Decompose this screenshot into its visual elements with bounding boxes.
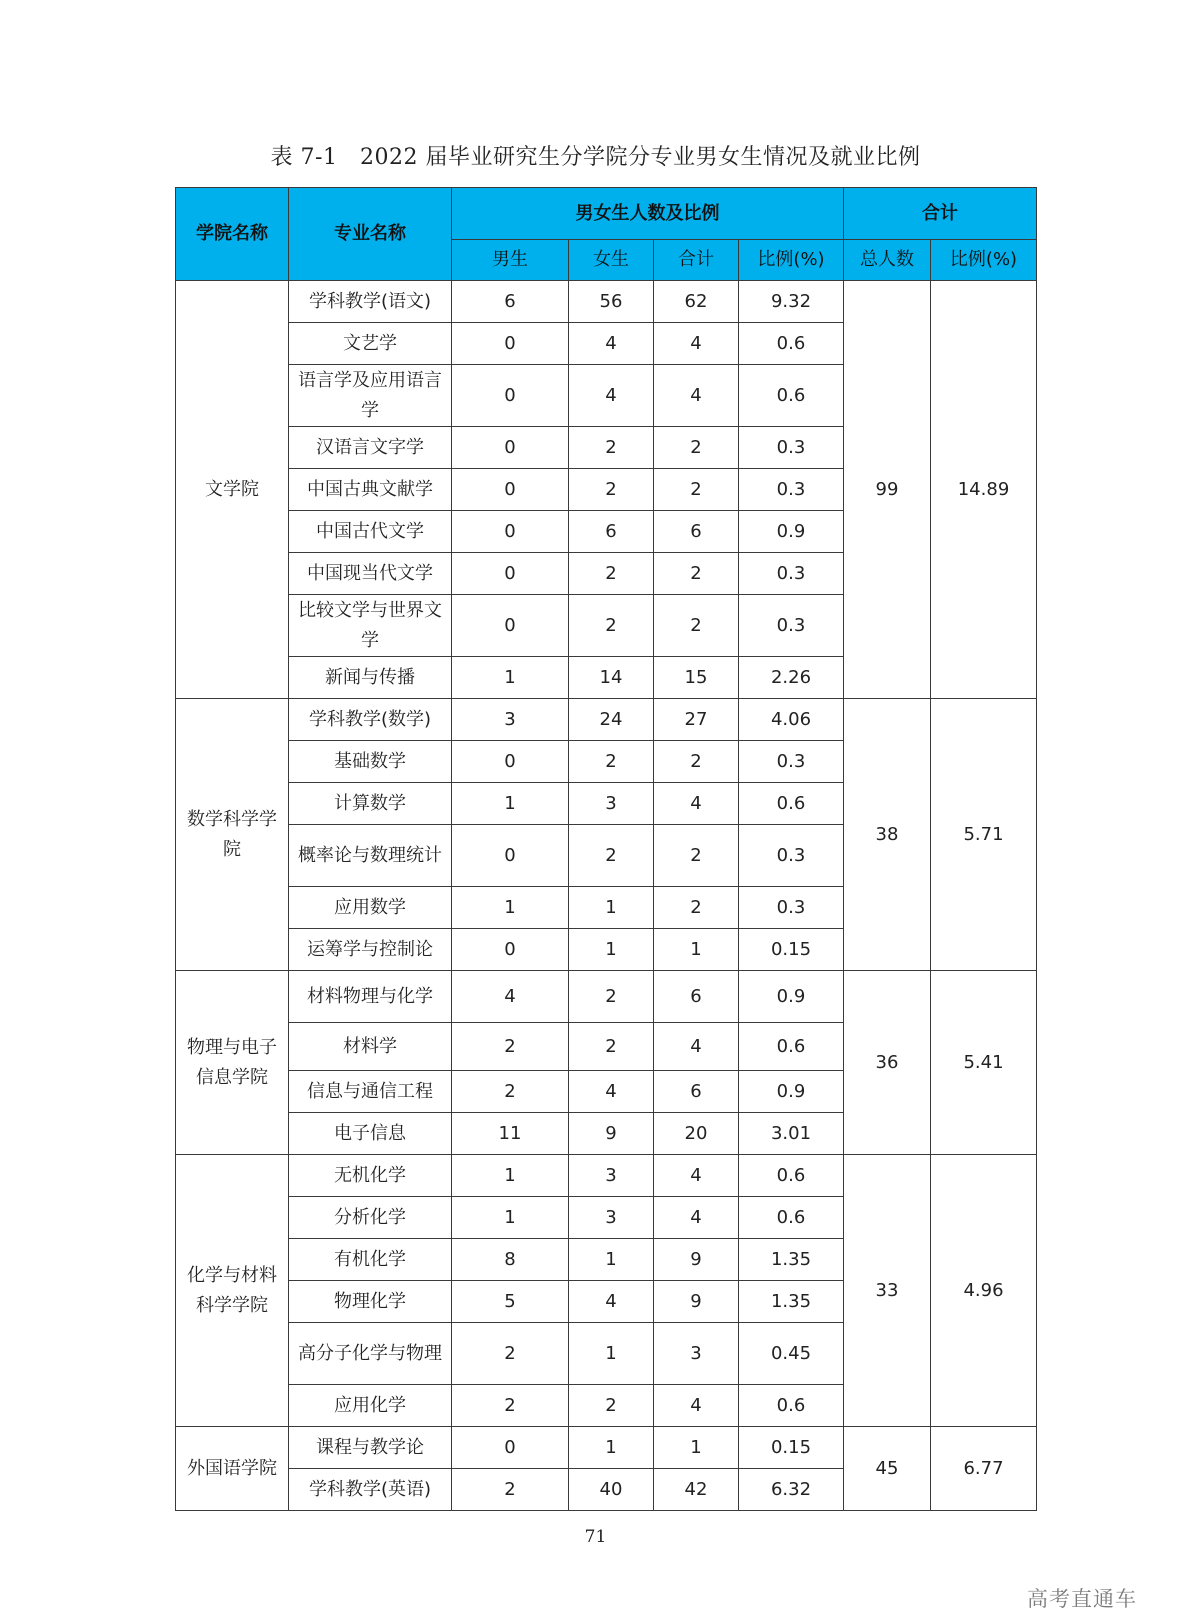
male-count: 0 <box>452 323 569 365</box>
male-count: 1 <box>452 887 569 929</box>
female-count: 14 <box>569 657 654 699</box>
female-count: 3 <box>569 1155 654 1197</box>
major-name: 新闻与传播 <box>289 657 452 699</box>
table-caption: 表 7-1 2022 届毕业研究生分学院分专业男女生情况及就业比例 <box>270 145 921 170</box>
subtotal-count: 2 <box>654 595 739 657</box>
subtotal-count: 4 <box>654 1023 739 1071</box>
subtotal-count: 4 <box>654 1155 739 1197</box>
table-row <box>176 281 1037 323</box>
subtotal-count: 2 <box>654 887 739 929</box>
female-count: 1 <box>569 1239 654 1281</box>
female-count: 3 <box>569 1197 654 1239</box>
ratio-value: 2.26 <box>739 657 844 699</box>
college-total: 38 <box>844 699 931 971</box>
major-name: 语言学及应用语言学 <box>289 365 452 427</box>
ratio-value: 0.15 <box>739 929 844 971</box>
header-major: 专业名称 <box>289 188 452 281</box>
college-name: 文学院 <box>176 281 289 699</box>
major-name: 文艺学 <box>289 323 452 365</box>
male-count: 2 <box>452 1071 569 1113</box>
male-count: 4 <box>452 971 569 1023</box>
ratio-value: 1.35 <box>739 1239 844 1281</box>
male-count: 0 <box>452 741 569 783</box>
table-row <box>176 1155 1037 1197</box>
major-name: 学科教学(英语) <box>289 1469 452 1511</box>
male-count: 1 <box>452 783 569 825</box>
table-row <box>176 1427 1037 1469</box>
subtotal-count: 15 <box>654 657 739 699</box>
header-total-ratio: 比例(%) <box>931 240 1037 281</box>
college-total: 99 <box>844 281 931 699</box>
male-count: 2 <box>452 1385 569 1427</box>
male-count: 0 <box>452 365 569 427</box>
subtotal-count: 2 <box>654 825 739 887</box>
male-count: 2 <box>452 1469 569 1511</box>
major-name: 比较文学与世界文学 <box>289 595 452 657</box>
header-female: 女生 <box>569 240 654 281</box>
subtotal-count: 4 <box>654 783 739 825</box>
subtotal-count: 4 <box>654 323 739 365</box>
female-count: 4 <box>569 1071 654 1113</box>
female-count: 2 <box>569 1385 654 1427</box>
college-name: 物理与电子信息学院 <box>176 971 289 1155</box>
female-count: 2 <box>569 427 654 469</box>
subtotal-count: 1 <box>654 1427 739 1469</box>
ratio-value: 0.9 <box>739 511 844 553</box>
major-name: 学科教学(语文) <box>289 281 452 323</box>
college-total: 33 <box>844 1155 931 1427</box>
male-count: 11 <box>452 1113 569 1155</box>
employment-table <box>175 187 1037 1511</box>
major-name: 无机化学 <box>289 1155 452 1197</box>
male-count: 0 <box>452 595 569 657</box>
college-name: 数学科学学院 <box>176 699 289 971</box>
ratio-value: 1.35 <box>739 1281 844 1323</box>
table-row <box>176 971 1037 1023</box>
subtotal-count: 6 <box>654 971 739 1023</box>
male-count: 1 <box>452 1155 569 1197</box>
ratio-value: 0.3 <box>739 825 844 887</box>
ratio-value: 0.3 <box>739 887 844 929</box>
header-ratio: 比例(%) <box>739 240 844 281</box>
subtotal-count: 62 <box>654 281 739 323</box>
ratio-value: 0.6 <box>739 365 844 427</box>
ratio-value: 0.6 <box>739 1385 844 1427</box>
ratio-value: 0.6 <box>739 1155 844 1197</box>
female-count: 1 <box>569 887 654 929</box>
major-name: 信息与通信工程 <box>289 1071 452 1113</box>
female-count: 4 <box>569 1281 654 1323</box>
male-count: 8 <box>452 1239 569 1281</box>
subtotal-count: 6 <box>654 511 739 553</box>
ratio-value: 0.9 <box>739 1071 844 1113</box>
subtotal-count: 42 <box>654 1469 739 1511</box>
male-count: 6 <box>452 281 569 323</box>
female-count: 4 <box>569 323 654 365</box>
female-count: 1 <box>569 1427 654 1469</box>
major-name: 运筹学与控制论 <box>289 929 452 971</box>
page-number: 71 <box>584 1527 607 1547</box>
watermark: 高考直通车 <box>1027 1587 1137 1611</box>
header-gender-group: 男女生人数及比例 <box>452 188 844 240</box>
college-total-ratio: 6.77 <box>931 1427 1037 1511</box>
major-name: 计算数学 <box>289 783 452 825</box>
ratio-value: 0.15 <box>739 1427 844 1469</box>
major-name: 材料物理与化学 <box>289 971 452 1023</box>
header-male: 男生 <box>452 240 569 281</box>
college-name: 外国语学院 <box>176 1427 289 1511</box>
female-count: 9 <box>569 1113 654 1155</box>
major-name: 课程与教学论 <box>289 1427 452 1469</box>
ratio-value: 9.32 <box>739 281 844 323</box>
male-count: 0 <box>452 427 569 469</box>
subtotal-count: 4 <box>654 365 739 427</box>
ratio-value: 0.3 <box>739 741 844 783</box>
major-name: 中国古典文献学 <box>289 469 452 511</box>
ratio-value: 0.3 <box>739 469 844 511</box>
male-count: 0 <box>452 469 569 511</box>
male-count: 2 <box>452 1023 569 1071</box>
ratio-value: 0.6 <box>739 323 844 365</box>
female-count: 24 <box>569 699 654 741</box>
college-total-ratio: 5.71 <box>931 699 1037 971</box>
female-count: 4 <box>569 365 654 427</box>
major-name: 中国古代文学 <box>289 511 452 553</box>
subtotal-count: 2 <box>654 741 739 783</box>
college-total: 45 <box>844 1427 931 1511</box>
subtotal-count: 4 <box>654 1385 739 1427</box>
subtotal-count: 2 <box>654 469 739 511</box>
major-name: 分析化学 <box>289 1197 452 1239</box>
major-name: 汉语言文字学 <box>289 427 452 469</box>
male-count: 1 <box>452 1197 569 1239</box>
major-name: 学科教学(数学) <box>289 699 452 741</box>
female-count: 2 <box>569 469 654 511</box>
major-name: 电子信息 <box>289 1113 452 1155</box>
ratio-value: 0.45 <box>739 1323 844 1385</box>
subtotal-count: 20 <box>654 1113 739 1155</box>
major-name: 应用数学 <box>289 887 452 929</box>
subtotal-count: 9 <box>654 1281 739 1323</box>
female-count: 56 <box>569 281 654 323</box>
ratio-value: 3.01 <box>739 1113 844 1155</box>
female-count: 6 <box>569 511 654 553</box>
male-count: 0 <box>452 511 569 553</box>
ratio-value: 6.32 <box>739 1469 844 1511</box>
header-total: 总人数 <box>844 240 931 281</box>
ratio-value: 0.6 <box>739 783 844 825</box>
ratio-value: 0.3 <box>739 427 844 469</box>
college-name: 化学与材料科学学院 <box>176 1155 289 1427</box>
ratio-value: 4.06 <box>739 699 844 741</box>
college-total-ratio: 4.96 <box>931 1155 1037 1427</box>
female-count: 1 <box>569 1323 654 1385</box>
major-name: 基础数学 <box>289 741 452 783</box>
major-name: 高分子化学与物理 <box>289 1323 452 1385</box>
male-count: 1 <box>452 657 569 699</box>
college-total-ratio: 5.41 <box>931 971 1037 1155</box>
male-count: 0 <box>452 1427 569 1469</box>
ratio-value: 0.9 <box>739 971 844 1023</box>
major-name: 概率论与数理统计 <box>289 825 452 887</box>
major-name: 中国现当代文学 <box>289 553 452 595</box>
female-count: 2 <box>569 825 654 887</box>
male-count: 3 <box>452 699 569 741</box>
major-name: 有机化学 <box>289 1239 452 1281</box>
ratio-value: 0.6 <box>739 1023 844 1071</box>
subtotal-count: 2 <box>654 553 739 595</box>
ratio-value: 0.3 <box>739 553 844 595</box>
college-total-ratio: 14.89 <box>931 281 1037 699</box>
female-count: 2 <box>569 553 654 595</box>
major-name: 应用化学 <box>289 1385 452 1427</box>
subtotal-count: 3 <box>654 1323 739 1385</box>
header-total-group: 合计 <box>844 188 1037 240</box>
female-count: 2 <box>569 971 654 1023</box>
male-count: 0 <box>452 553 569 595</box>
male-count: 5 <box>452 1281 569 1323</box>
subtotal-count: 27 <box>654 699 739 741</box>
subtotal-count: 9 <box>654 1239 739 1281</box>
male-count: 0 <box>452 929 569 971</box>
college-total: 36 <box>844 971 931 1155</box>
subtotal-count: 6 <box>654 1071 739 1113</box>
female-count: 2 <box>569 741 654 783</box>
major-name: 物理化学 <box>289 1281 452 1323</box>
male-count: 2 <box>452 1323 569 1385</box>
ratio-value: 0.3 <box>739 595 844 657</box>
table-header <box>176 188 1037 281</box>
female-count: 2 <box>569 595 654 657</box>
table-row <box>176 699 1037 741</box>
header-college: 学院名称 <box>176 188 289 281</box>
female-count: 1 <box>569 929 654 971</box>
header-subtotal: 合计 <box>654 240 739 281</box>
subtotal-count: 4 <box>654 1197 739 1239</box>
ratio-value: 0.6 <box>739 1197 844 1239</box>
female-count: 40 <box>569 1469 654 1511</box>
subtotal-count: 2 <box>654 427 739 469</box>
major-name: 材料学 <box>289 1023 452 1071</box>
male-count: 0 <box>452 825 569 887</box>
table-body <box>176 281 1037 1511</box>
female-count: 2 <box>569 1023 654 1071</box>
female-count: 3 <box>569 783 654 825</box>
subtotal-count: 1 <box>654 929 739 971</box>
